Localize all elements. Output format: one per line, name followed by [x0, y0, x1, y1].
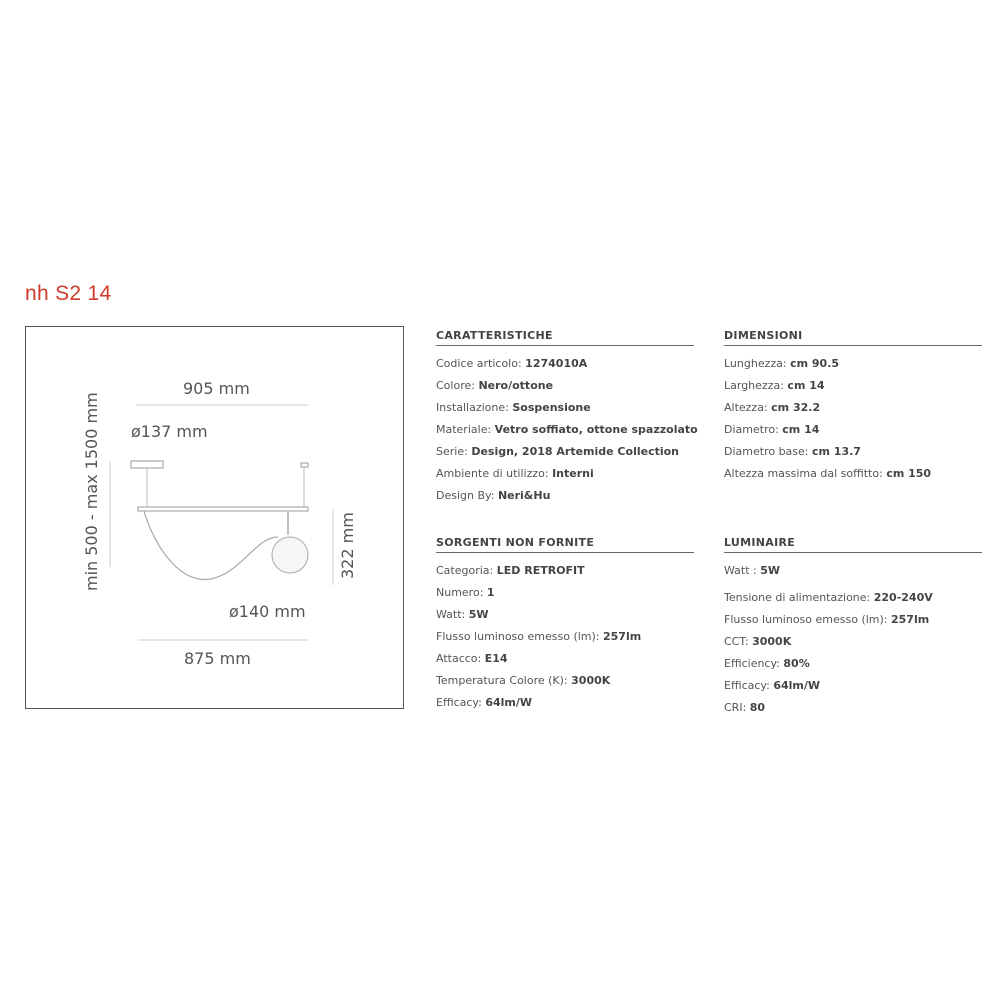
- spec-value: 5W: [468, 608, 489, 621]
- ceiling-canopy: [131, 461, 163, 468]
- spec-value: 220-240V: [873, 591, 933, 604]
- spec-row: [724, 587, 982, 609]
- spec-row: [436, 560, 694, 582]
- horizontal-arm: [138, 507, 308, 511]
- section-heading: SORGENTI NON FORNITE: [436, 536, 694, 553]
- spec-row: [724, 697, 982, 719]
- spec-label: Ambiente di utilizzo:: [436, 467, 553, 480]
- globe-diameter-label: ø140 mm: [229, 602, 306, 621]
- spec-row: [724, 463, 982, 485]
- spec-label: Watt:: [436, 608, 469, 621]
- spec-value: 257lm: [603, 630, 642, 643]
- spec-row: [724, 609, 982, 631]
- spec-value: cm 150: [886, 467, 932, 480]
- spec-row: [724, 397, 982, 419]
- spec-label: Materiale:: [436, 423, 495, 436]
- spec-value: cm 14: [787, 379, 825, 392]
- spec-label: Codice articolo:: [436, 357, 526, 370]
- spec-row: [724, 560, 982, 582]
- spec-value: cm 90.5: [790, 357, 840, 370]
- spec-label: Efficiency:: [724, 657, 784, 670]
- base-diameter-label: ø137 mm: [131, 422, 208, 441]
- spec-row: [724, 353, 982, 375]
- spec-label: Design By:: [436, 489, 498, 502]
- spec-value: 3000K: [571, 674, 611, 687]
- spec-row: [724, 675, 982, 697]
- ceiling-mount: [301, 463, 308, 467]
- spec-label: Flusso luminoso emesso (lm):: [436, 630, 603, 643]
- section-caratteristiche: [436, 329, 698, 507]
- spec-row: [724, 375, 982, 397]
- section-sorgenti: [436, 536, 694, 714]
- spec-label: Lunghezza:: [724, 357, 791, 370]
- spec-list: [724, 353, 982, 485]
- glass-globe: [272, 537, 308, 573]
- spec-label: Colore:: [436, 379, 479, 392]
- spec-value: 1: [486, 586, 495, 599]
- spec-row: [436, 397, 694, 419]
- section-heading: CARATTERISTICHE: [436, 329, 694, 346]
- spec-value: Vetro soffiato, ottone spazzolato: [494, 423, 698, 436]
- spec-value: Sospensione: [512, 401, 591, 414]
- width-top-label: 905 mm: [183, 379, 250, 398]
- spec-label: CCT:: [724, 635, 753, 648]
- spec-row: [436, 375, 694, 397]
- section-heading: DIMENSIONI: [724, 329, 982, 346]
- spec-label: Installazione:: [436, 401, 513, 414]
- height-range-label: min 500 - max 1500 mm: [82, 392, 101, 591]
- spec-row: [436, 441, 694, 463]
- spec-value: 64lm/W: [485, 696, 533, 709]
- spec-row: [436, 582, 694, 604]
- spec-label: Altezza massima dal soffitto:: [724, 467, 887, 480]
- spec-label: Altezza:: [724, 401, 772, 414]
- spec-label: Numero:: [436, 586, 487, 599]
- product-title: nh S2 14: [25, 282, 112, 305]
- spec-label: Temperatura Colore (K):: [436, 674, 572, 687]
- spec-value: 80: [749, 701, 766, 714]
- spec-value: 257lm: [891, 613, 930, 626]
- spec-value: Nero/ottone: [478, 379, 554, 392]
- spec-value: 1274010A: [525, 357, 588, 370]
- spec-row: [436, 485, 694, 507]
- spec-list: [724, 560, 982, 719]
- spec-label: Larghezza:: [724, 379, 788, 392]
- spec-row: [436, 692, 694, 714]
- spec-value: Design, 2018 Artemide Collection: [471, 445, 680, 458]
- spec-label: Diametro base:: [724, 445, 812, 458]
- spec-row: [436, 353, 694, 375]
- spec-row: [436, 419, 698, 441]
- spec-value: 80%: [783, 657, 810, 670]
- spec-value: 5W: [760, 564, 781, 577]
- spec-label: Diametro:: [724, 423, 783, 436]
- spec-row: [724, 653, 982, 675]
- spec-value: 64lm/W: [773, 679, 821, 692]
- spec-value: cm 13.7: [812, 445, 861, 458]
- spec-label: CRI:: [724, 701, 750, 714]
- spec-value: Interni: [552, 467, 594, 480]
- section-dimensioni: [724, 329, 982, 485]
- spec-value: Neri&Hu: [497, 489, 551, 502]
- spec-label: Flusso luminoso emesso (lm):: [724, 613, 891, 626]
- spec-row: [436, 463, 694, 485]
- spec-label: Efficacy:: [724, 679, 774, 692]
- technical-drawing: [25, 326, 404, 709]
- spec-value: 3000K: [752, 635, 792, 648]
- spec-row: [436, 626, 694, 648]
- spec-label: Serie:: [436, 445, 472, 458]
- spec-value: LED RETROFIT: [496, 564, 585, 577]
- section-luminaire: [724, 536, 982, 719]
- spec-label: Tensione di alimentazione:: [724, 591, 874, 604]
- spec-label: Efficacy:: [436, 696, 486, 709]
- power-cord: [144, 511, 278, 580]
- height-label: 322 mm: [338, 512, 357, 579]
- spec-row: [724, 631, 982, 653]
- spec-row: [436, 670, 694, 692]
- spec-label: Watt :: [724, 564, 761, 577]
- spec-list: [436, 353, 698, 507]
- width-bottom-label: 875 mm: [184, 649, 251, 668]
- spec-value: cm 14: [782, 423, 820, 436]
- spec-row: [436, 648, 694, 670]
- spec-label: Categoria:: [436, 564, 497, 577]
- section-heading: LUMINAIRE: [724, 536, 982, 553]
- spec-row: [724, 441, 982, 463]
- spec-row: [724, 419, 982, 441]
- spec-row: [436, 604, 694, 626]
- spec-value: E14: [484, 652, 508, 665]
- spec-value: cm 32.2: [771, 401, 821, 414]
- spec-label: Attacco:: [436, 652, 485, 665]
- spec-list: [436, 560, 694, 714]
